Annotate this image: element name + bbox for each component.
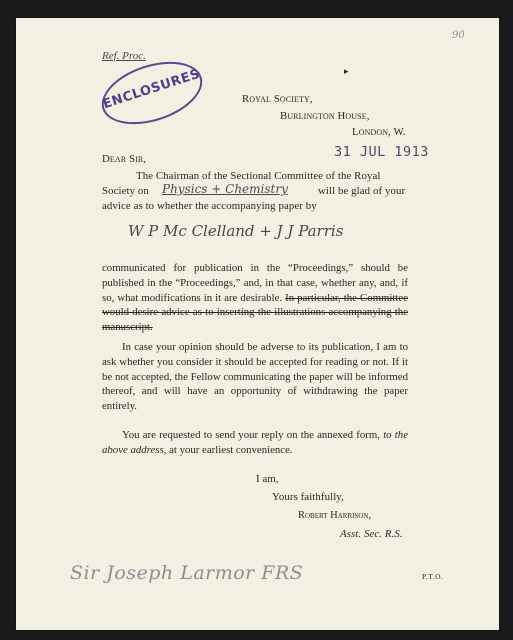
- committee-handwritten: Physics + Chemistry: [162, 182, 288, 196]
- enclosures-stamp: [94, 50, 210, 135]
- paragraph-3-text-end: at your earliest convenience.: [169, 443, 293, 456]
- paragraph-3-text-start: You are requested to send your reply on the annexed form,: [122, 429, 380, 441]
- paragraph-1-struck-text: In particular, the Committee would desire advice as to inserting the illustrations accompanying the manuscript.: [102, 291, 408, 334]
- date-stamp: 31 JUL 1913: [334, 144, 429, 160]
- signatory-title: Asst. Sec. R.S.: [340, 528, 403, 540]
- letter-page: [16, 18, 499, 630]
- recipient-pencil-note: Sir Joseph Larmor FRS: [70, 562, 304, 584]
- salutation: Dear Sir,: [102, 153, 147, 165]
- paragraph-3-italic: to the above address,: [102, 429, 408, 456]
- paragraph-1-text: communicated for publication in the “Proceedings,” should be published in the “Proceedings,” and, in that case, whether any, and, if so, what modifications in it are desirable.: [102, 262, 408, 304]
- authors-handwritten: W P Mc Clelland + J J Parris: [128, 222, 344, 240]
- paragraph-2: In case your opinion should be adverse to its publication, I am to ask whether you consider it should be accepted for reading or not. If it be not accepted, the Fellow communicating the paper will be informed thereof, and will have an opportunity of withdrawing the paper entirely.: [102, 341, 408, 413]
- closing-yours-faithfully: Yours faithfully,: [272, 491, 344, 503]
- paragraph-1: [102, 261, 408, 335]
- paragraph-3: [102, 428, 408, 458]
- arrow-mark-icon: ▸: [344, 66, 349, 76]
- ref-label: Ref. Proc.: [102, 50, 146, 62]
- address-line-3: London, W.: [352, 126, 406, 138]
- stamp-text: ENCLOSURES: [101, 66, 203, 113]
- address-line-2: Burlington House,: [280, 110, 370, 122]
- address-line-1: Royal Society,: [242, 93, 313, 105]
- opening-line-2-start: Society on: [102, 185, 149, 197]
- page-number: 90: [452, 30, 465, 41]
- opening-line-3: advice as to whether the accompanying paper by: [102, 200, 317, 212]
- opening-line-2-end: will be glad of your: [318, 185, 406, 197]
- closing-i-am: I am,: [256, 473, 279, 485]
- signatory-name: Robert Harrison,: [298, 510, 372, 521]
- opening-line-1: The Chairman of the Sectional Committee of the Royal: [136, 170, 381, 182]
- pto-mark: P.T.O.: [422, 572, 444, 581]
